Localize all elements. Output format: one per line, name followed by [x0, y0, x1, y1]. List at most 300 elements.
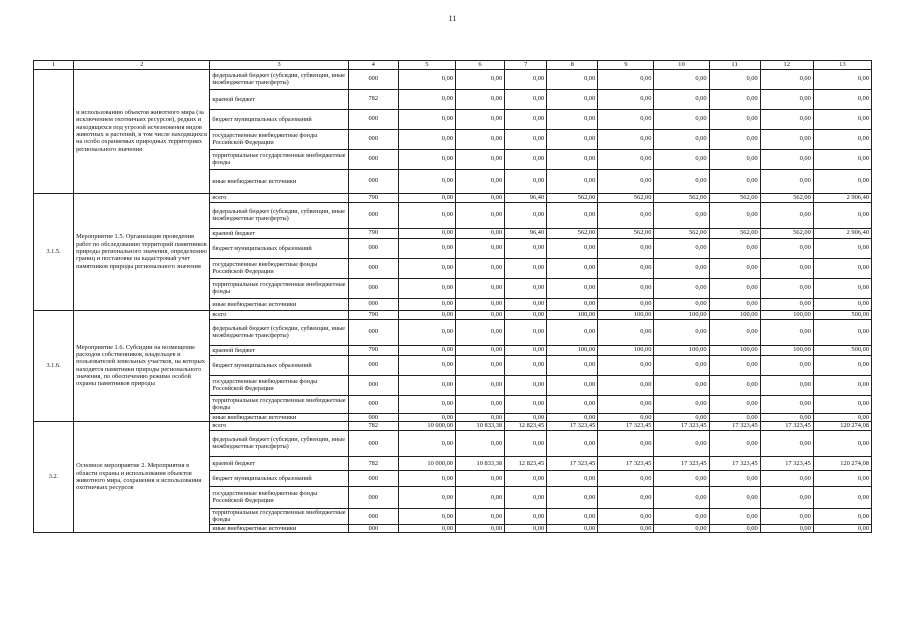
amount-cell: 0,00 — [760, 258, 813, 278]
budget-code: 790 — [348, 193, 398, 202]
amount-cell: 0,00 — [455, 345, 504, 355]
amount-cell: 0,00 — [654, 129, 709, 149]
amount-cell: 0,00 — [505, 355, 547, 375]
amount-cell: 0,00 — [505, 470, 547, 486]
amount-cell: 562,00 — [598, 193, 654, 202]
amount-cell: 0,00 — [598, 278, 654, 298]
amount-cell: 0,00 — [654, 238, 709, 258]
amount-cell: 0,00 — [813, 278, 871, 298]
amount-cell: 0,00 — [709, 278, 760, 298]
budget-code: 782 — [348, 456, 398, 470]
amount-cell: 562,00 — [709, 193, 760, 202]
amount-cell: 0,00 — [654, 486, 709, 508]
budget-code: 000 — [348, 109, 398, 129]
amount-cell: 0,00 — [455, 508, 504, 524]
amount-cell: 562,00 — [654, 228, 709, 238]
amount-cell: 0,00 — [813, 238, 871, 258]
amount-cell: 12 823,45 — [505, 456, 547, 470]
amount-cell: 0,00 — [455, 109, 504, 129]
amount-cell: 0,00 — [455, 430, 504, 456]
amount-cell: 0,00 — [505, 298, 547, 310]
amount-cell: 0,00 — [813, 319, 871, 345]
amount-cell: 0,00 — [398, 109, 455, 129]
amount-cell: 0,00 — [654, 169, 709, 193]
column-header: 10 — [654, 61, 709, 70]
column-header: 7 — [505, 61, 547, 70]
amount-cell: 0,00 — [813, 524, 871, 532]
amount-cell: 0,00 — [760, 109, 813, 129]
amount-cell: 0,00 — [598, 508, 654, 524]
amount-cell: 0,00 — [505, 278, 547, 298]
amount-cell: 0,00 — [760, 470, 813, 486]
amount-cell: 0,00 — [398, 486, 455, 508]
amount-cell: 0,00 — [598, 470, 654, 486]
amount-cell: 562,00 — [709, 228, 760, 238]
amount-cell: 0,00 — [760, 278, 813, 298]
amount-cell: 0,00 — [598, 319, 654, 345]
amount-cell: 0,00 — [598, 258, 654, 278]
amount-cell: 0,00 — [813, 430, 871, 456]
amount-cell: 0,00 — [654, 278, 709, 298]
amount-cell: 0,00 — [813, 69, 871, 89]
budget-code: 782 — [348, 421, 398, 430]
funding-source: всего — [210, 193, 348, 202]
amount-cell: 0,00 — [709, 202, 760, 228]
amount-cell: 0,00 — [709, 149, 760, 169]
amount-cell: 0,00 — [455, 129, 504, 149]
funding-source: государственные внебюджетные фонды Российской Федерации — [210, 486, 348, 508]
amount-cell: 0,00 — [455, 524, 504, 532]
amount-cell: 0,00 — [398, 395, 455, 413]
item-index — [34, 69, 74, 193]
amount-cell: 0,00 — [654, 375, 709, 395]
amount-cell: 0,00 — [813, 508, 871, 524]
amount-cell: 100,00 — [547, 345, 598, 355]
amount-cell: 0,00 — [598, 129, 654, 149]
item-index: 3.1.6. — [34, 310, 74, 421]
amount-cell: 0,00 — [547, 89, 598, 109]
amount-cell: 100,00 — [547, 310, 598, 319]
amount-cell: 0,00 — [455, 486, 504, 508]
amount-cell: 17 323,45 — [598, 421, 654, 430]
column-header: 12 — [760, 61, 813, 70]
amount-cell: 0,00 — [598, 524, 654, 532]
amount-cell: 0,00 — [398, 430, 455, 456]
amount-cell: 0,00 — [547, 109, 598, 129]
amount-cell: 0,00 — [598, 109, 654, 129]
amount-cell: 0,00 — [654, 470, 709, 486]
budget-code: 000 — [348, 355, 398, 375]
budget-code: 000 — [348, 413, 398, 421]
amount-cell: 0,00 — [654, 202, 709, 228]
funding-source: бюджет муниципальных образований — [210, 355, 348, 375]
amount-cell: 0,00 — [398, 355, 455, 375]
amount-cell: 17 323,45 — [760, 456, 813, 470]
amount-cell: 0,00 — [455, 470, 504, 486]
amount-cell: 0,00 — [398, 228, 455, 238]
amount-cell: 17 323,45 — [709, 456, 760, 470]
amount-cell: 0,00 — [709, 258, 760, 278]
amount-cell: 100,00 — [709, 345, 760, 355]
amount-cell: 0,00 — [654, 89, 709, 109]
amount-cell: 0,00 — [813, 470, 871, 486]
amount-cell: 0,00 — [547, 169, 598, 193]
budget-code: 000 — [348, 395, 398, 413]
amount-cell: 0,00 — [654, 258, 709, 278]
funding-source: федеральный бюджет (субсидии, субвенции, иные межбюджетные трансферты) — [210, 430, 348, 456]
budget-code: 000 — [348, 508, 398, 524]
column-header: 4 — [348, 61, 398, 70]
amount-cell: 0,00 — [455, 228, 504, 238]
budget-code: 790 — [348, 310, 398, 319]
funding-source: территориальные государственные внебюджетные фонды — [210, 278, 348, 298]
table-row — [34, 69, 872, 89]
amount-cell: 0,00 — [398, 149, 455, 169]
amount-cell: 0,00 — [505, 169, 547, 193]
column-header: 11 — [709, 61, 760, 70]
amount-cell: 0,00 — [505, 202, 547, 228]
amount-cell: 0,00 — [547, 430, 598, 456]
budget-code: 000 — [348, 149, 398, 169]
amount-cell: 0,00 — [813, 202, 871, 228]
amount-cell: 0,00 — [398, 193, 455, 202]
amount-cell: 2 906,40 — [813, 228, 871, 238]
amount-cell: 0,00 — [398, 238, 455, 258]
amount-cell: 10 833,38 — [455, 456, 504, 470]
amount-cell: 96,40 — [505, 193, 547, 202]
amount-cell: 100,00 — [760, 345, 813, 355]
funding-source: иные внебюджетные источники — [210, 524, 348, 532]
item-description: Мероприятие 1.6. Субсидии на возмещение расходов собственников, владельцев и пользователей земельных участков, на которых находятся памятники природы регионального значения, по обеспечению режима особой охраны памятников природы — [74, 310, 210, 421]
amount-cell: 0,00 — [813, 298, 871, 310]
amount-cell: 0,00 — [654, 413, 709, 421]
budget-code: 790 — [348, 228, 398, 238]
funding-source: краевой бюджет — [210, 228, 348, 238]
amount-cell: 0,00 — [760, 395, 813, 413]
amount-cell: 0,00 — [547, 470, 598, 486]
amount-cell: 0,00 — [505, 524, 547, 532]
column-header: 13 — [813, 61, 871, 70]
column-header: 6 — [455, 61, 504, 70]
amount-cell: 0,00 — [709, 69, 760, 89]
amount-cell: 120 274,08 — [813, 421, 871, 430]
amount-cell: 0,00 — [455, 169, 504, 193]
amount-cell: 0,00 — [398, 310, 455, 319]
amount-cell: 100,00 — [598, 310, 654, 319]
amount-cell: 0,00 — [709, 109, 760, 129]
amount-cell: 0,00 — [598, 430, 654, 456]
amount-cell: 120 274,08 — [813, 456, 871, 470]
amount-cell: 0,00 — [547, 278, 598, 298]
budget-code: 000 — [348, 202, 398, 228]
item-index: 3.2. — [34, 421, 74, 532]
amount-cell: 0,00 — [455, 355, 504, 375]
amount-cell: 0,00 — [398, 345, 455, 355]
amount-cell: 0,00 — [654, 430, 709, 456]
amount-cell: 0,00 — [760, 238, 813, 258]
amount-cell: 0,00 — [398, 524, 455, 532]
amount-cell: 0,00 — [455, 298, 504, 310]
amount-cell: 0,00 — [813, 413, 871, 421]
amount-cell: 0,00 — [709, 169, 760, 193]
table-row — [34, 421, 872, 430]
amount-cell: 0,00 — [813, 89, 871, 109]
amount-cell: 0,00 — [547, 319, 598, 345]
amount-cell: 0,00 — [505, 375, 547, 395]
funding-source: краевой бюджет — [210, 456, 348, 470]
amount-cell: 0,00 — [398, 375, 455, 395]
amount-cell: 562,00 — [547, 193, 598, 202]
amount-cell: 0,00 — [813, 129, 871, 149]
amount-cell: 0,00 — [598, 486, 654, 508]
amount-cell: 0,00 — [398, 129, 455, 149]
funding-source: всего — [210, 310, 348, 319]
amount-cell: 0,00 — [654, 69, 709, 89]
amount-cell: 17 323,45 — [598, 456, 654, 470]
amount-cell: 0,00 — [547, 486, 598, 508]
amount-cell: 0,00 — [598, 375, 654, 395]
budget-code: 790 — [348, 345, 398, 355]
column-header: 5 — [398, 61, 455, 70]
amount-cell: 0,00 — [398, 89, 455, 109]
amount-cell: 100,00 — [654, 310, 709, 319]
amount-cell: 0,00 — [398, 69, 455, 89]
amount-cell: 0,00 — [598, 149, 654, 169]
amount-cell: 0,00 — [547, 69, 598, 89]
amount-cell: 0,00 — [760, 355, 813, 375]
amount-cell: 0,00 — [455, 395, 504, 413]
funding-source: государственные внебюджетные фонды Российской Федерации — [210, 258, 348, 278]
amount-cell: 0,00 — [398, 298, 455, 310]
amount-cell: 0,00 — [398, 319, 455, 345]
amount-cell: 0,00 — [813, 109, 871, 129]
item-description: и использованию объектов животного мира (за исключением охотничьих ресурсов), редких и находящихся под угрозой исчезновения видов животных и растений, в том числе находящихся на особо охраняемых природных территориях регионального значения — [74, 69, 210, 193]
amount-cell: 0,00 — [709, 355, 760, 375]
amount-cell: 0,00 — [760, 430, 813, 456]
amount-cell: 0,00 — [398, 508, 455, 524]
amount-cell: 0,00 — [505, 486, 547, 508]
amount-cell: 0,00 — [709, 375, 760, 395]
funding-source: территориальные государственные внебюджетные фонды — [210, 149, 348, 169]
amount-cell: 0,00 — [455, 69, 504, 89]
column-header: 3 — [210, 61, 348, 70]
amount-cell: 0,00 — [598, 355, 654, 375]
amount-cell: 0,00 — [505, 345, 547, 355]
amount-cell: 0,00 — [398, 413, 455, 421]
budget-code: 000 — [348, 278, 398, 298]
funding-source: государственные внебюджетные фонды Российской Федерации — [210, 375, 348, 395]
budget-code: 000 — [348, 69, 398, 89]
table-row — [34, 310, 872, 319]
item-index: 3.1.5. — [34, 193, 74, 310]
amount-cell: 0,00 — [709, 89, 760, 109]
amount-cell: 0,00 — [455, 278, 504, 298]
column-header: 8 — [547, 61, 598, 70]
amount-cell: 0,00 — [709, 319, 760, 345]
amount-cell: 0,00 — [709, 129, 760, 149]
amount-cell: 10 000,00 — [398, 421, 455, 430]
amount-cell: 17 323,45 — [547, 421, 598, 430]
amount-cell: 0,00 — [505, 508, 547, 524]
amount-cell: 0,00 — [547, 258, 598, 278]
amount-cell: 0,00 — [760, 298, 813, 310]
funding-source: государственные внебюджетные фонды Российской Федерации — [210, 129, 348, 149]
amount-cell: 0,00 — [455, 238, 504, 258]
page-number: 11 — [448, 14, 457, 23]
amount-cell: 562,00 — [654, 193, 709, 202]
amount-cell: 17 323,45 — [654, 421, 709, 430]
amount-cell: 0,00 — [709, 470, 760, 486]
amount-cell: 500,00 — [813, 345, 871, 355]
budget-table — [33, 60, 872, 533]
amount-cell: 0,00 — [547, 298, 598, 310]
amount-cell: 0,00 — [760, 89, 813, 109]
budget-code: 000 — [348, 430, 398, 456]
amount-cell: 0,00 — [547, 202, 598, 228]
amount-cell: 0,00 — [505, 129, 547, 149]
amount-cell: 100,00 — [709, 310, 760, 319]
amount-cell: 0,00 — [709, 413, 760, 421]
amount-cell: 0,00 — [505, 258, 547, 278]
amount-cell: 0,00 — [813, 149, 871, 169]
amount-cell: 0,00 — [709, 238, 760, 258]
amount-cell: 0,00 — [760, 319, 813, 345]
amount-cell: 0,00 — [547, 129, 598, 149]
amount-cell: 0,00 — [654, 395, 709, 413]
amount-cell: 0,00 — [813, 486, 871, 508]
amount-cell: 0,00 — [709, 486, 760, 508]
item-description: Основное мероприятие 2. Мероприятия в области охраны и использования объектов животного мира, сохранения и использования охотничьих ресурсов — [74, 421, 210, 532]
amount-cell: 0,00 — [455, 149, 504, 169]
amount-cell: 0,00 — [505, 69, 547, 89]
amount-cell: 562,00 — [598, 228, 654, 238]
amount-cell: 0,00 — [760, 202, 813, 228]
amount-cell: 0,00 — [547, 524, 598, 532]
amount-cell: 96,40 — [505, 228, 547, 238]
amount-cell: 0,00 — [455, 319, 504, 345]
amount-cell: 100,00 — [760, 310, 813, 319]
column-header: 1 — [34, 61, 74, 70]
amount-cell: 0,00 — [654, 355, 709, 375]
amount-cell: 0,00 — [547, 238, 598, 258]
item-description: Мероприятие 1.5. Организация проведения работ по обследованию территорий памятников природы регионального значения, определению границ и постановке на кадастровый учет памятников природы регионального значения — [74, 193, 210, 310]
amount-cell: 562,00 — [547, 228, 598, 238]
amount-cell: 10 833,38 — [455, 421, 504, 430]
amount-cell: 0,00 — [398, 202, 455, 228]
budget-code: 000 — [348, 486, 398, 508]
amount-cell: 0,00 — [598, 298, 654, 310]
amount-cell: 0,00 — [455, 202, 504, 228]
amount-cell: 0,00 — [598, 89, 654, 109]
table-body — [34, 69, 872, 533]
amount-cell: 0,00 — [547, 355, 598, 375]
funding-source: иные внебюджетные источники — [210, 298, 348, 310]
amount-cell: 0,00 — [598, 202, 654, 228]
amount-cell: 0,00 — [598, 69, 654, 89]
amount-cell: 0,00 — [505, 395, 547, 413]
funding-source: краевой бюджет — [210, 89, 348, 109]
amount-cell: 17 323,45 — [760, 421, 813, 430]
amount-cell: 0,00 — [598, 395, 654, 413]
amount-cell: 12 823,45 — [505, 421, 547, 430]
amount-cell: 0,00 — [455, 193, 504, 202]
amount-cell: 0,00 — [654, 149, 709, 169]
amount-cell: 0,00 — [505, 109, 547, 129]
amount-cell: 0,00 — [398, 470, 455, 486]
amount-cell: 0,00 — [598, 413, 654, 421]
amount-cell: 0,00 — [760, 69, 813, 89]
funding-source: федеральный бюджет (субсидии, субвенции, иные межбюджетные трансферты) — [210, 69, 348, 89]
budget-code: 782 — [348, 89, 398, 109]
amount-cell: 562,00 — [760, 193, 813, 202]
amount-cell: 0,00 — [505, 310, 547, 319]
amount-cell: 0,00 — [547, 395, 598, 413]
funding-source: бюджет муниципальных образований — [210, 238, 348, 258]
budget-code: 000 — [348, 129, 398, 149]
funding-source: иные внебюджетные источники — [210, 169, 348, 193]
amount-cell: 17 323,45 — [654, 456, 709, 470]
amount-cell: 0,00 — [813, 375, 871, 395]
amount-cell: 2 906,40 — [813, 193, 871, 202]
amount-cell: 0,00 — [760, 508, 813, 524]
amount-cell: 0,00 — [505, 430, 547, 456]
amount-cell: 0,00 — [760, 375, 813, 395]
amount-cell: 0,00 — [654, 524, 709, 532]
amount-cell: 0,00 — [813, 355, 871, 375]
amount-cell: 0,00 — [654, 508, 709, 524]
funding-source: бюджет муниципальных образований — [210, 109, 348, 129]
amount-cell: 0,00 — [760, 524, 813, 532]
amount-cell: 100,00 — [598, 345, 654, 355]
amount-cell: 0,00 — [760, 129, 813, 149]
amount-cell: 0,00 — [505, 413, 547, 421]
amount-cell: 0,00 — [709, 524, 760, 532]
amount-cell: 0,00 — [654, 298, 709, 310]
funding-source: федеральный бюджет (субсидии, субвенции, иные межбюджетные трансферты) — [210, 202, 348, 228]
amount-cell: 0,00 — [547, 508, 598, 524]
column-header: 9 — [598, 61, 654, 70]
budget-code: 000 — [348, 375, 398, 395]
amount-cell: 0,00 — [760, 149, 813, 169]
budget-code: 000 — [348, 258, 398, 278]
amount-cell: 0,00 — [654, 319, 709, 345]
funding-source: бюджет муниципальных образований — [210, 470, 348, 486]
amount-cell: 0,00 — [455, 258, 504, 278]
budget-code: 000 — [348, 169, 398, 193]
funding-source: краевой бюджет — [210, 345, 348, 355]
funding-source: территориальные государственные внебюджетные фонды — [210, 395, 348, 413]
amount-cell: 0,00 — [813, 169, 871, 193]
amount-cell: 0,00 — [455, 89, 504, 109]
amount-cell: 17 323,45 — [547, 456, 598, 470]
budget-code: 000 — [348, 524, 398, 532]
amount-cell: 0,00 — [760, 413, 813, 421]
budget-code: 000 — [348, 470, 398, 486]
amount-cell: 0,00 — [813, 258, 871, 278]
amount-cell: 0,00 — [505, 89, 547, 109]
amount-cell: 500,00 — [813, 310, 871, 319]
funding-source: всего — [210, 421, 348, 430]
budget-code: 000 — [348, 298, 398, 310]
amount-cell: 0,00 — [598, 169, 654, 193]
amount-cell: 10 000,00 — [398, 456, 455, 470]
amount-cell: 0,00 — [398, 278, 455, 298]
amount-cell: 562,00 — [760, 228, 813, 238]
amount-cell: 0,00 — [547, 413, 598, 421]
column-header-row — [34, 61, 872, 70]
funding-source: иные внебюджетные источники — [210, 413, 348, 421]
amount-cell: 100,00 — [654, 345, 709, 355]
